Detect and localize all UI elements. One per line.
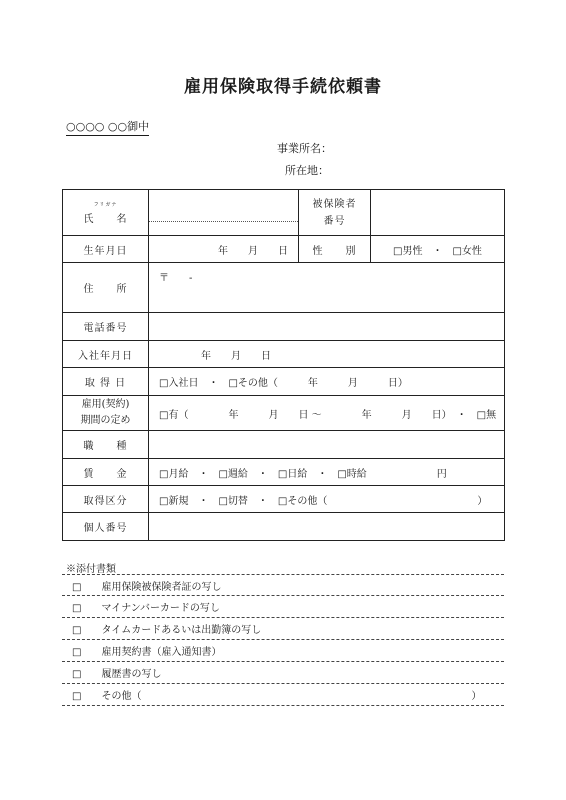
phone-label: 電話番号 bbox=[63, 313, 149, 341]
row-contract-period bbox=[63, 396, 505, 431]
row-residence bbox=[63, 263, 505, 313]
contract-period-field[interactable]: □有（ 年 月 日 ～ 年 月 日） ・ □無 bbox=[149, 396, 505, 431]
application-form-table bbox=[62, 189, 505, 541]
category-label: 取得区分 bbox=[63, 486, 149, 513]
attachments-heading: ※添付書類 bbox=[66, 564, 116, 575]
hire-date-value: 年 月 日 bbox=[201, 350, 271, 362]
row-birthdate bbox=[63, 236, 505, 263]
attachment-item[interactable]: □ タイムカードあるいは出勤簿の写し bbox=[62, 618, 504, 640]
job-type-label: 職 種 bbox=[63, 431, 149, 459]
row-phone bbox=[63, 313, 505, 341]
phone-field[interactable] bbox=[149, 313, 505, 341]
name-label-cell bbox=[63, 190, 149, 236]
birthdate-field[interactable] bbox=[149, 236, 299, 263]
contract-period-label-text: 雇用(契約) 期間の定め bbox=[80, 399, 131, 426]
row-name bbox=[63, 190, 505, 236]
attachment-item[interactable]: □ 雇用契約書（雇入通知書） bbox=[62, 640, 504, 662]
row-acquisition-date bbox=[63, 368, 505, 396]
furigana-field[interactable] bbox=[149, 203, 298, 222]
company-address-label: 所在地： bbox=[285, 164, 329, 177]
attachment-item[interactable]: □ 履歴書の写し bbox=[62, 662, 504, 684]
gender-options[interactable]: □男性 ・ □女性 bbox=[371, 236, 505, 263]
page-title: 雇用保険取得手続依頼書 bbox=[184, 77, 382, 97]
residence-label: 住 所 bbox=[63, 263, 149, 313]
acquisition-date-label: 取 得 日 bbox=[63, 368, 149, 396]
postal-mark: 〒 - bbox=[159, 273, 193, 284]
wage-label: 賃 金 bbox=[63, 459, 149, 486]
addressee: ○○○○ ○○御中 bbox=[66, 118, 149, 136]
row-category bbox=[63, 486, 505, 513]
name-label: 氏 名 bbox=[83, 213, 128, 225]
birthdate-value: 年 月 日 bbox=[218, 245, 288, 257]
row-wage bbox=[63, 459, 505, 486]
attachment-item[interactable]: □ マイナンバーカードの写し bbox=[62, 596, 504, 618]
row-job-type bbox=[63, 431, 505, 459]
gender-label: 性 別 bbox=[299, 236, 371, 263]
attachment-item[interactable]: □ その他（ ） bbox=[62, 684, 504, 706]
insured-number-field[interactable] bbox=[371, 190, 505, 236]
attachments-list bbox=[62, 574, 504, 706]
residence-field[interactable] bbox=[149, 263, 505, 313]
furigana-label: フリガナ bbox=[93, 201, 118, 208]
name-field[interactable] bbox=[149, 190, 299, 236]
category-field[interactable]: □新規 ・ □切替 ・ □その他（ ） bbox=[149, 486, 505, 513]
personal-number-label: 個人番号 bbox=[63, 513, 149, 541]
insured-number-label-text: 被保険者 番号 bbox=[312, 198, 357, 227]
birthdate-label: 生年月日 bbox=[63, 236, 149, 263]
acquisition-date-field[interactable]: □入社日 ・ □その他（ 年 月 日） bbox=[149, 368, 505, 396]
attachment-item[interactable]: □ 雇用保険被保険者証の写し bbox=[62, 574, 504, 596]
job-type-field[interactable] bbox=[149, 431, 505, 459]
hire-date-field[interactable] bbox=[149, 341, 505, 368]
row-personal-number bbox=[63, 513, 505, 541]
personal-number-field[interactable] bbox=[149, 513, 505, 541]
wage-field[interactable]: □月給 ・ □週給 ・ □日給 ・ □時給 円 bbox=[149, 459, 505, 486]
company-name-label: 事業所名： bbox=[277, 142, 332, 155]
row-hire-date bbox=[63, 341, 505, 368]
contract-period-label bbox=[63, 396, 149, 431]
insured-number-label bbox=[299, 190, 371, 236]
hire-date-label: 入社年月日 bbox=[63, 341, 149, 368]
